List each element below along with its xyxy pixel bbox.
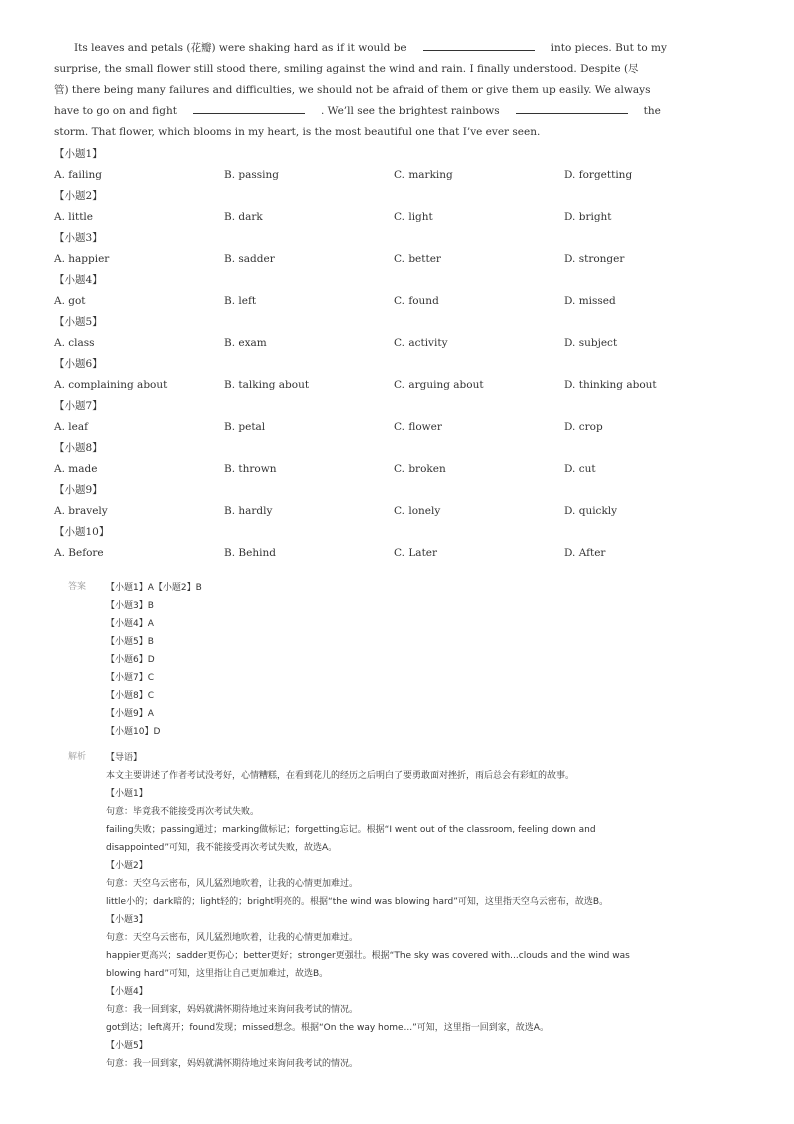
answer-line: 【小题10】D (106, 727, 161, 737)
passage-line-2: surprise, the small flower still stood there, smiling against the wind and rain. I finally understood. Despite (尽 (54, 63, 639, 75)
answer-line: 【小题9】A (106, 709, 154, 719)
analysis-line: 本文主要讲述了作者考试没考好，心情糟糕，在看到花儿的经历之后明白了要勇敢面对挫折，雨后总会有彩虹的故事。 (106, 771, 575, 781)
passage-text: Its leaves and petals (花瓣) were shaking hard as if it would be (74, 42, 407, 54)
option-c: C. light (394, 211, 433, 223)
question-9 (54, 480, 754, 522)
option-a: A. got (54, 295, 86, 307)
analysis-lines (106, 749, 726, 1073)
option-b: B. talking about (224, 379, 310, 391)
option-d: D. crop (564, 421, 603, 433)
option-d: D. bright (564, 211, 612, 223)
passage-line-3: 管) there being many failures and difficulties, we should not be afraid of them or give them up easily. We always (54, 84, 651, 96)
question-label: 【小题6】 (54, 358, 103, 370)
answer-line: 【小题3】B (106, 601, 154, 611)
option-b: B. hardly (224, 505, 273, 517)
analysis-line: 句意：毕竟我不能接受再次考试失败。 (106, 807, 260, 817)
option-c: C. activity (394, 337, 448, 349)
question-label: 【小题1】 (54, 148, 103, 160)
option-row (54, 375, 754, 396)
question-label: 【小题2】 (54, 190, 103, 202)
option-b: B. sadder (224, 253, 275, 265)
analysis-label: 解析 (68, 752, 87, 762)
question-8 (54, 438, 754, 480)
question-label: 【小题4】 (54, 274, 103, 286)
analysis-line: 【小题4】 (106, 987, 148, 997)
option-c: C. arguing about (394, 379, 484, 391)
answer-blank (423, 39, 535, 51)
analysis-line: disappointed”可知，我不能接受再次考试失败，故选A。 (106, 843, 338, 853)
option-row (54, 501, 754, 522)
cloze-passage (54, 38, 744, 143)
question-1 (54, 144, 754, 186)
answer-lines (106, 579, 202, 741)
answer-blank (516, 102, 628, 114)
passage-line-4 (54, 101, 744, 122)
analysis-line: blowing hard”可知，这里指让自己更加难过，故选B。 (106, 969, 329, 979)
question-5 (54, 312, 754, 354)
question-2 (54, 186, 754, 228)
analysis-line: 句意：我一回到家，妈妈就满怀期待地过来询问我考试的情况。 (106, 1005, 359, 1015)
answer-label: 答案 (68, 582, 87, 592)
option-d: D. forgetting (564, 169, 633, 181)
option-a: A. little (54, 211, 93, 223)
question-label: 【小题8】 (54, 442, 103, 454)
analysis-line: 【小题5】 (106, 1041, 148, 1051)
option-a: A. happier (54, 253, 110, 265)
passage-text: . We’ll see the brightest rainbows (320, 105, 500, 117)
question-10 (54, 522, 754, 564)
answer-line: 【小题5】B (106, 637, 154, 647)
analysis-line: little小的；dark暗的；light轻的；bright明亮的。根据“the wind was blowing hard”可知，这里指天空乌云密布，故选B。 (106, 897, 609, 907)
question-list (54, 144, 754, 564)
option-row (54, 417, 754, 438)
option-b: B. thrown (224, 463, 277, 475)
analysis-line: 【小题3】 (106, 915, 148, 925)
option-d: D. missed (564, 295, 616, 307)
passage-text: into pieces. But to my (550, 42, 667, 54)
analysis-line: failing失败；passing通过；marking做标记；forgetting忘记。根据“I went out of the classroom, feeling down and (106, 825, 596, 835)
analysis-line: got到达；left离开；found发现；missed想念。根据“On the way home...”可知，这里指一回到家，故选A。 (106, 1023, 549, 1033)
analysis-line: 句意：天空乌云密布，风儿猛烈地吹着，让我的心情更加难过。 (106, 879, 359, 889)
option-row (54, 291, 754, 312)
answer-line: 【小题7】C (106, 673, 155, 683)
option-b: B. passing (224, 169, 279, 181)
option-c: C. better (394, 253, 441, 265)
analysis-line: 【小题2】 (106, 861, 148, 871)
option-c: C. broken (394, 463, 446, 475)
option-d: D. subject (564, 337, 618, 349)
passage-text: the (643, 105, 661, 117)
option-c: C. found (394, 295, 439, 307)
analysis-line: 【小题1】 (106, 789, 148, 799)
passage-line-1 (54, 38, 744, 59)
question-6 (54, 354, 754, 396)
answer-line: 【小题1】A【小题2】B (106, 583, 202, 593)
option-c: C. Later (394, 547, 438, 559)
answer-line: 【小题4】A (106, 619, 154, 629)
option-d: D. cut (564, 463, 596, 475)
option-a: A. class (54, 337, 95, 349)
question-label: 【小题10】 (54, 526, 110, 538)
question-label: 【小题5】 (54, 316, 103, 328)
option-b: B. Behind (224, 547, 276, 559)
option-b: B. dark (224, 211, 263, 223)
option-row (54, 459, 754, 480)
option-a: A. failing (54, 169, 102, 181)
analysis-line: 句意：我一回到家，妈妈就满怀期待地过来询问我考试的情况。 (106, 1059, 359, 1069)
option-d: D. After (564, 547, 606, 559)
analysis-line: happier更高兴；sadder更伤心；better更好；stronger更强壮。根据“The sky was covered with...clouds and the wind was (106, 951, 630, 961)
option-c: C. lonely (394, 505, 441, 517)
question-7 (54, 396, 754, 438)
option-c: C. flower (394, 421, 442, 433)
option-a: A. leaf (54, 421, 88, 433)
option-a: A. made (54, 463, 98, 475)
option-d: D. stronger (564, 253, 625, 265)
option-row (54, 333, 754, 354)
option-c: C. marking (394, 169, 453, 181)
answer-blank (193, 102, 305, 114)
option-a: A. bravely (54, 505, 108, 517)
question-label: 【小题7】 (54, 400, 103, 412)
option-row (54, 249, 754, 270)
passage-line-5: storm. That flower, which blooms in my heart, is the most beautiful one that I’ve ever seen. (54, 126, 541, 138)
answer-line: 【小题6】D (106, 655, 155, 665)
option-d: D. quickly (564, 505, 618, 517)
option-row (54, 543, 754, 564)
option-a: A. complaining about (54, 379, 168, 391)
answer-line: 【小题8】C (106, 691, 155, 701)
passage-text: have to go on and fight (54, 105, 177, 117)
option-row (54, 165, 754, 186)
option-a: A. Before (54, 547, 104, 559)
option-b: B. left (224, 295, 257, 307)
analysis-line: 句意：天空乌云密布，风儿猛烈地吹着，让我的心情更加难过。 (106, 933, 359, 943)
question-label: 【小题3】 (54, 232, 103, 244)
option-d: D. thinking about (564, 379, 657, 391)
question-label: 【小题9】 (54, 484, 103, 496)
analysis-line: 【导语】 (106, 753, 143, 763)
option-row (54, 207, 754, 228)
question-3 (54, 228, 754, 270)
option-b: B. petal (224, 421, 266, 433)
option-b: B. exam (224, 337, 267, 349)
question-4 (54, 270, 754, 312)
